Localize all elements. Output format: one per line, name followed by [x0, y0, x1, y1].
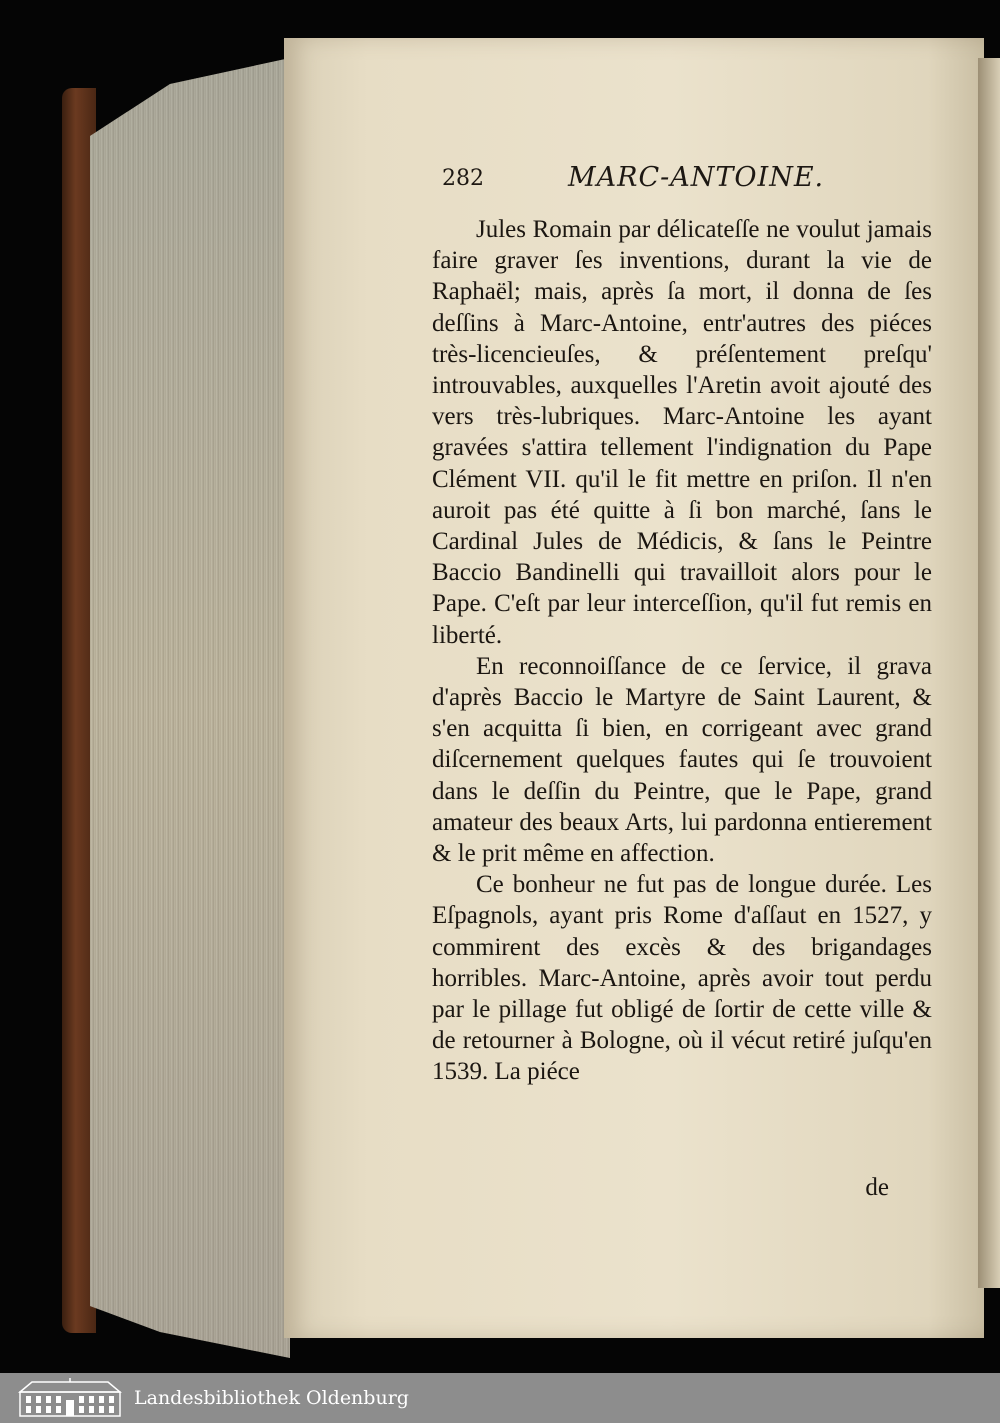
running-title: MARC-ANTOINE. [568, 162, 825, 193]
book-page [284, 38, 984, 1338]
page-text [432, 214, 932, 1088]
library-building-icon [18, 1378, 122, 1418]
library-name: Landesbibliothek Oldenburg [134, 1387, 409, 1409]
book [62, 38, 1000, 1348]
page-number: 282 [442, 166, 484, 191]
paragraph: En reconnoiſſance de ce ſervice, il grava d'après Baccio le Martyre de Saint Laurent, & s'en acquitta ſi bien, en corrigeant avec grand diſcernement quelques fautes qui ſe trouvoient dans le deſſin du Peintre, que le Pape, grand amateur des beaux Arts, lui pardonna entierement & le prit même en affection. [432, 652, 932, 868]
catchword: de [865, 1174, 889, 1201]
paragraph: Jules Romain par délicateſſe ne voulut jamais faire graver ſes inventions, durant la vie de Raphaël; mais, après ſa mort, il donna de ſes deſſins à Marc-Antoine, entr'autres des piéces très-licencieuſes, & préſentement preſqu' introuvables, auxquelles l'Aretin avoit ajouté des vers très-lubriques. Marc-Antoine les ayant gravées s'attira tellement l'indignation du Pape Clément VII. qu'il le fit mettre en priſon. Il n'en auroit pas été quitte à ſi bon marché, ſans le Cardinal Jules de Médicis, & ſans le Peintre Baccio Bandinelli qui travailloit alors pour le Pape. C'eſt par leur interceſſion, qu'il fut remis en liberté. [432, 216, 932, 649]
paragraph: Ce bonheur ne fut pas de longue durée. Les Eſpagnols, ayant pris Rome d'aſſaut en 1527, y commirent des excès & des brigandages horribles. Marc-Antoine, après avoir tout perdu par le pillage fut obligé de ſortir de cette ville & de retourner à Bologne, où il vécut retiré juſqu'en 1539. La piéce [432, 871, 932, 1086]
next-page-edge [978, 58, 1000, 1288]
page-edges [90, 58, 290, 1358]
footer-bar [0, 1373, 1000, 1423]
